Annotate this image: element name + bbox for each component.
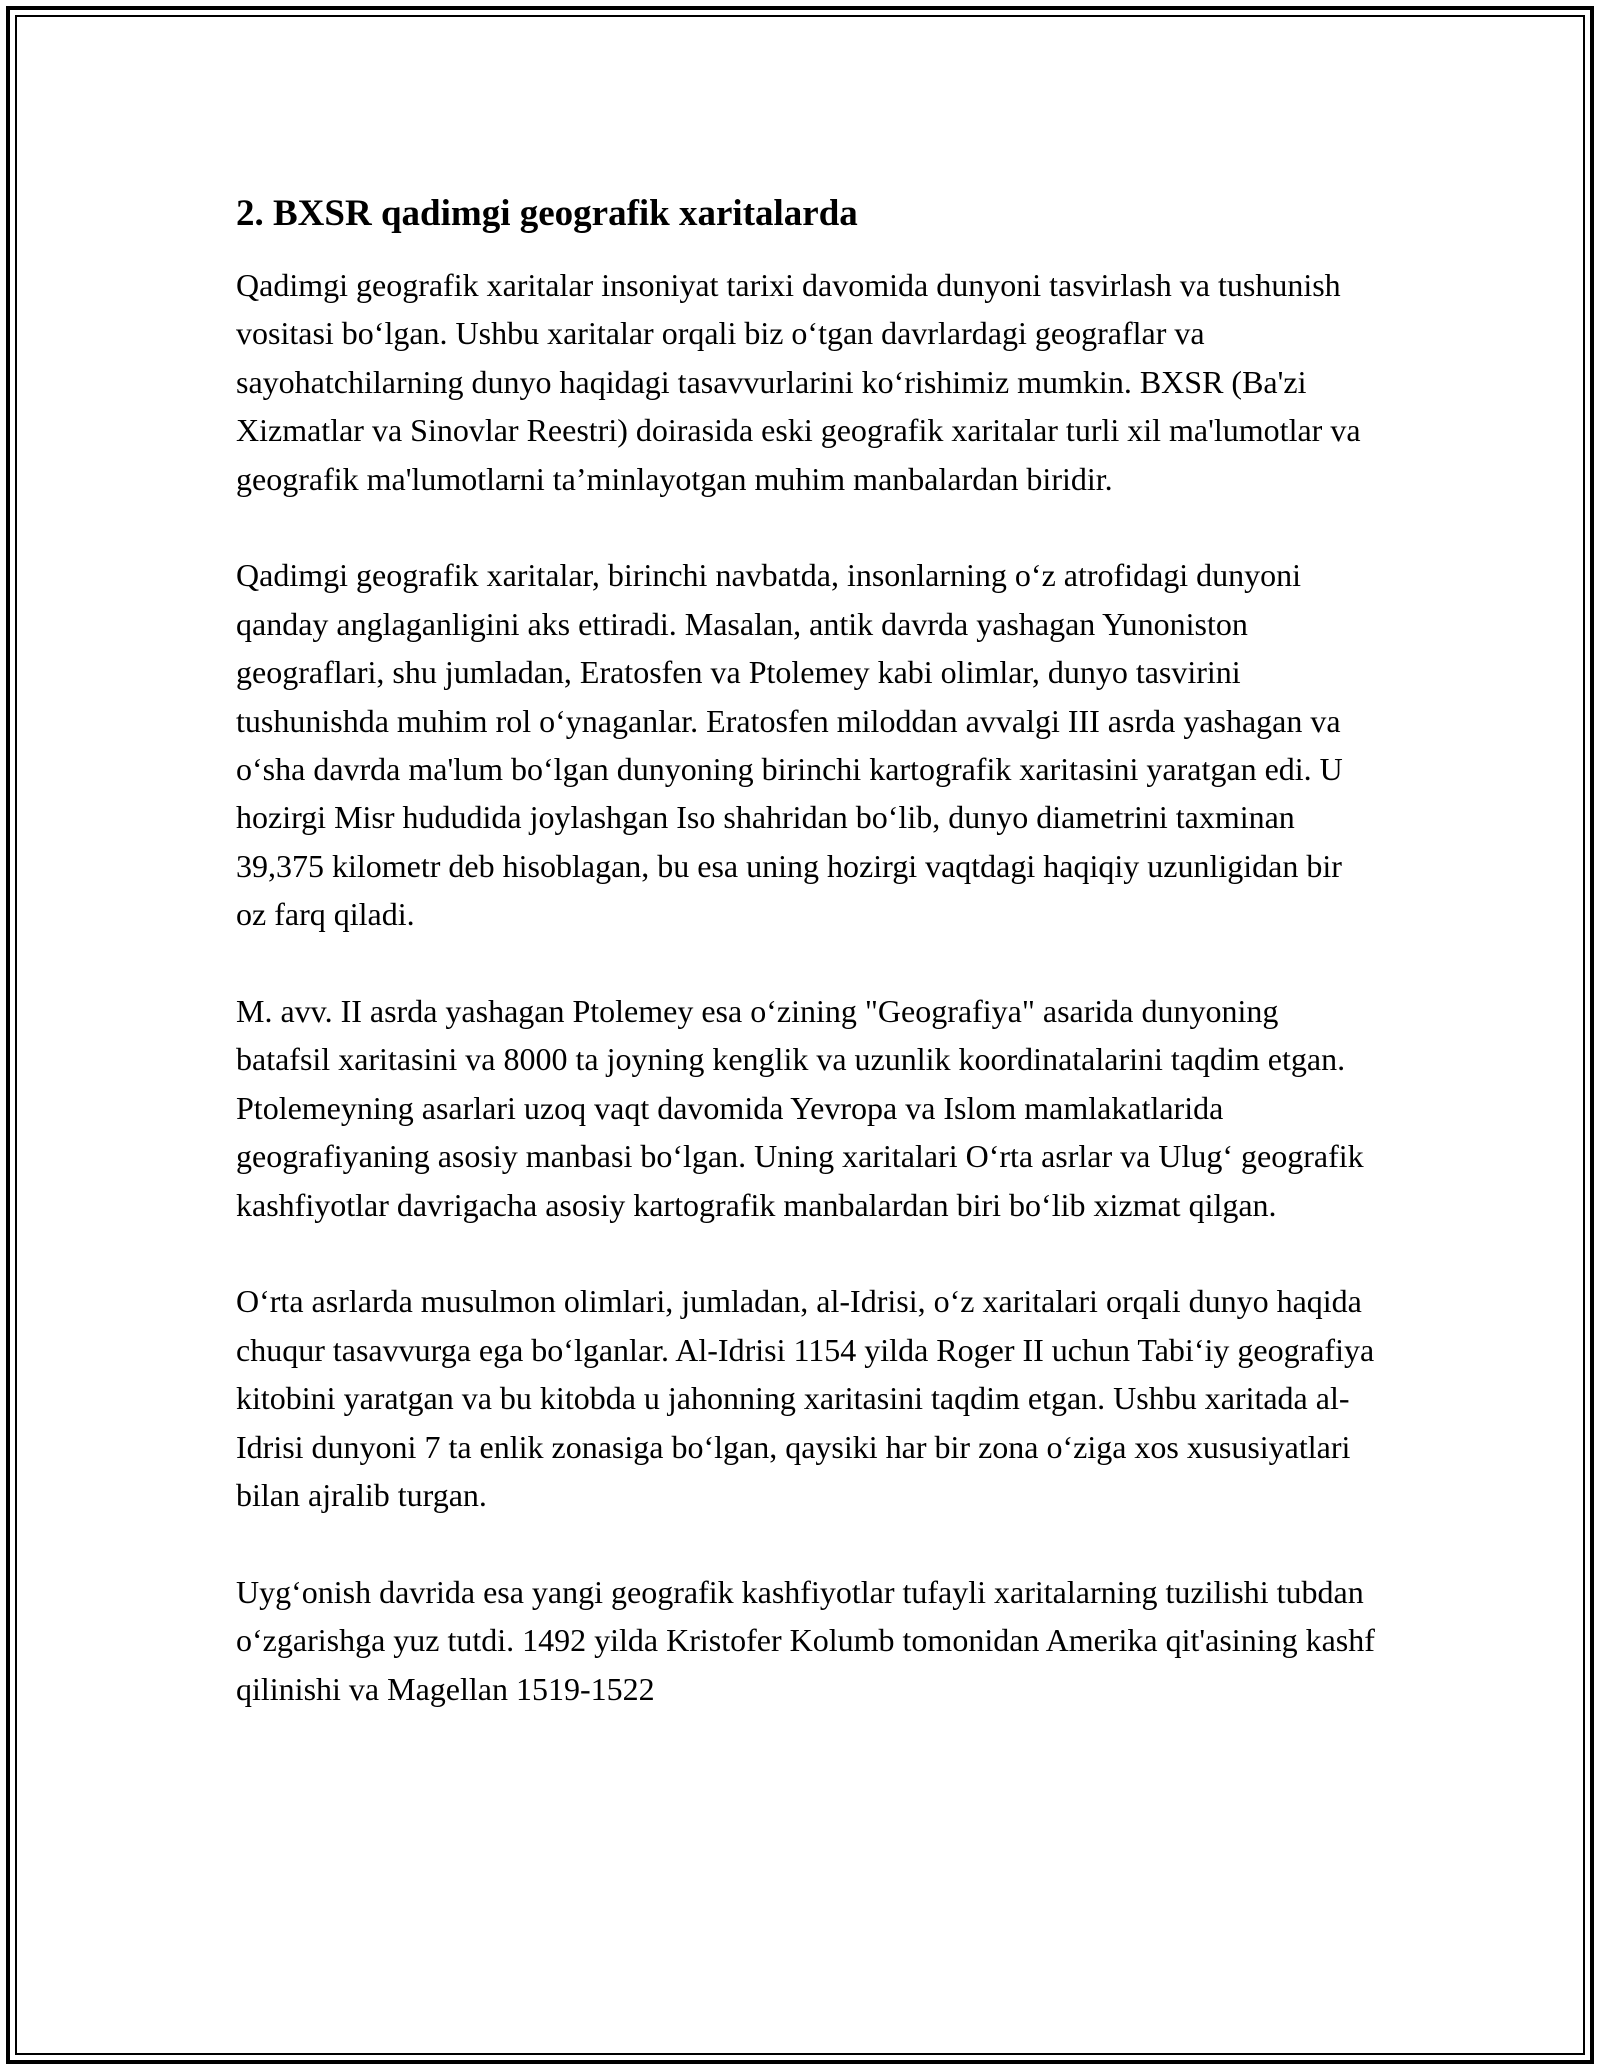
paragraph-4: O‘rta asrlarda musulmon olimlari, jumladan, al-Idrisi, o‘z xaritalari orqali dunyo haqida chuqur tasavvurga ega bo‘lganlar. Al-Idrisi 1154 yilda Roger II uchun Tabi‘iy geografiya kitobini yaratgan va bu kitobda u jahonning xaritasini taqdim etgan. Ushbu xaritada al-Idrisi dunyoni 7 ta enlik zonasiga bo‘lgan, qaysiki har bir zona o‘ziga xos xususiyatlari bilan ajralib turgan. bbox=[236, 1283, 1375, 1514]
paragraph-2: Qadimgi geografik xaritalar, birinchi navbatda, insonlarning o‘z atrofidagi dunyoni qanday anglaganligini aks ettiradi. Masalan, antik davrda yashagan Yunoniston geograflari, shu jumladan, Eratosfen va Ptolemey kabi olimlar, dunyo tasvirini tushunishda muhim rol o‘ynaganlar. Eratosfen miloddan avvalgi III asrda yashagan va o‘sha davrda ma'lum bo‘lgan dunyoning birinchi kartografik xaritasini yaratgan edi. U hozirgi Misr hududida joylashgan Iso shahridan bo‘lib, dunyo diametrini taxminan 39,375 kilometr deb hisoblagan, bu esa uning hozirgi vaqtdagi haqiqiy uzunligidan bir oz farq qiladi. bbox=[236, 557, 1343, 933]
paragraph-5: Uyg‘onish davrida esa yangi geografik kashfiyotlar tufayli xaritalarning tuzilishi tubdan o‘zgarishga yuz tutdi. 1492 yilda Kristofer Kolumb tomonidan Amerika qit'asining kashf qilinishi va Magellan 1519-1522 bbox=[236, 1573, 1375, 1707]
document-body bbox=[236, 188, 1376, 1762]
paragraph-3: M. avv. II asrda yashagan Ptolemey esa o‘zining "Geografiya" asarida dunyoning batafsil xaritasini va 8000 ta joyning kenglik va uzunlik koordinatalarini taqdim etgan. Ptolemeyning asarlari uzoq vaqt davomida Yevropa va Islom mamlakatlarida geografiyaning asosiy manbasi bo‘lgan. Uning xaritalari O‘rta asrlar va Ulug‘ geografik kashfiyotlar davrigacha asosiy kartografik manbalardan biri bo‘lib xizmat qilgan. bbox=[236, 993, 1364, 1223]
paragraph-1: Qadimgi geografik xaritalar insoniyat tarixi davomida dunyoni tasvirlash va tushunish vositasi bo‘lgan. Ushbu xaritalar orqali biz o‘tgan davrlardagi geograflar va sayohatchilarning dunyo haqidagi tasavvurlarini ko‘rishimiz mumkin. BXSR (Ba'zi Xizmatlar va Sinovlar Reestri) doirasida eski geografik xaritalar turli xil ma'lumotlar va geografik ma'lumotlarni ta’minlayotgan muhim manbalardan biridir. bbox=[236, 267, 1361, 497]
page-title: 2. BXSR qadimgi geografik xaritalarda bbox=[236, 193, 858, 234]
